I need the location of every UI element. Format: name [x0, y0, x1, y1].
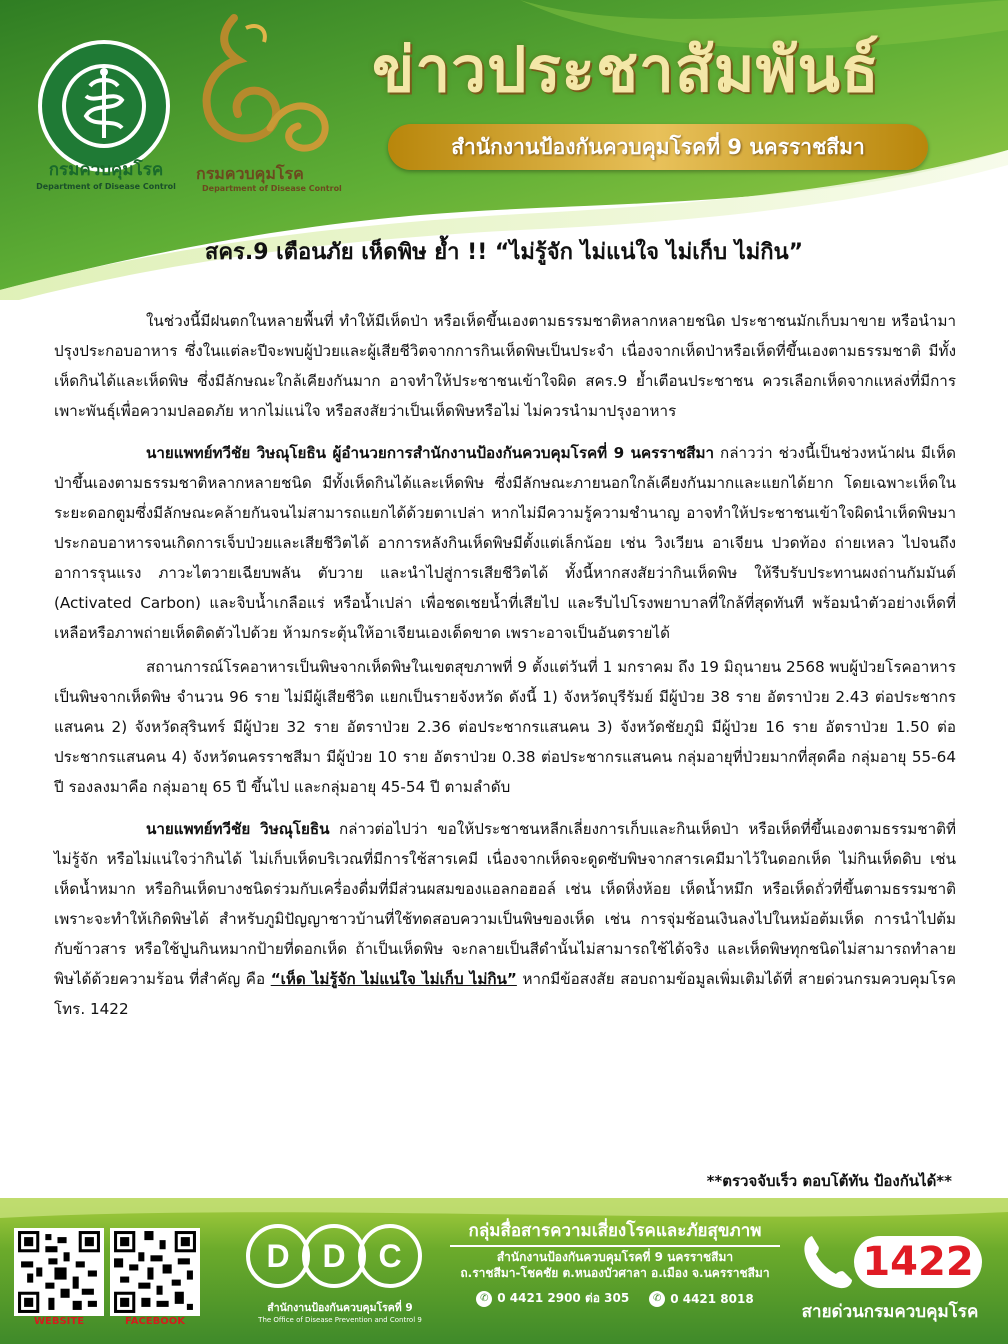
page-title: ข่าวประชาสัมพันธ์ — [372, 33, 880, 106]
phone-number-1[interactable]: 0 4421 2900 ต่อ 305 — [497, 1291, 630, 1305]
ddc-letter-1: D — [266, 1238, 290, 1274]
key-slogan: “เห็ด ไม่รู้จัก ไม่แน่ใจ ไม่เก็บ ไม่กิน” — [270, 970, 517, 988]
ddc-letter-3: C — [378, 1238, 402, 1274]
ddc-name: กรมควบคุมโรค — [196, 164, 304, 183]
qr-code-facebook[interactable] — [110, 1228, 200, 1316]
subtitle-band — [388, 124, 928, 170]
paragraph-1: ในช่วงนี้มีฝนตกในหลายพื้นที่ ทำให้มีเห็ดป่า หรือเห็ดขึ้นเองตามธรรมชาติหลากหลายชนิด ประชาชนมักเก็บมาขาย หรือนำมาปรุงประกอบอาหาร ซึ่งในแต่ละปีจะพบผู้ป่วยและผู้เสียชีวิตจากการกินเห็ดพิษเป็นประจำ เนื่องจากเห็ดป่าหรือเห็ดที่ขึ้นเองตามธรรมชาติ มีทั้งเห็ดกินได้และเห็ดพิษ ซึ่งมีลักษณะใกล้เคียงกันมาก อาจทำให้ประชาชนเข้าใจผิด สคร.9 ย้ำเตือนประชาชน ควรเลือกเห็ดจากแหล่งที่มีการเพาะพันธุ์เพื่อความปลอดภัย หากไม่แน่ใจ หรือสงสัยว่าเป็นเห็ดพิษหรือไม่ ไม่ควรนำมาปรุงอาหาร — [54, 312, 956, 420]
phone-icon: ✆ — [476, 1291, 492, 1307]
director-name: นายแพทย์ทวีชัย วิษณุโยธิน — [146, 820, 330, 838]
qr-website-label: WEBSITE — [33, 1316, 85, 1327]
fax-icon: ✆ — [649, 1291, 665, 1307]
paragraph-4-tail: หากมีข้อสงสัย สอบถามข้อมูลเพิ่มเติมได้ที่ สายด่วนกรมควบคุมโรค โทร. 1422 — [54, 970, 956, 1018]
phone-list — [450, 1289, 780, 1308]
footer-banner — [0, 1198, 1008, 1344]
paragraph-2-text: กล่าวว่า ช่วงนี้เป็นช่วงหน้าฝน มีเห็ดป่าขึ้นเองตามธรรมชาติหลากหลายชนิด มีทั้งเห็ดกินได้และเห็ดพิษ ซึ่งมีลักษณะภายนอกใกล้เคียงกันมากและแยกได้ยาก โดยเฉพาะเห็ดในระยะดอกตูมซึ่งมีลักษณะคล้ายกันจนไม่สามารถแยกได้ด้วยตาเปล่า หากไม่มีความรู้ความชำนาญ อาจทำให้ประชาชนเข้าใจผิดนำเห็ดพิษมาประกอบอาหารจนเกิดการเจ็บป่วยและเสียชีวิตได้ อาการหลังกินเห็ดพิษมีตั้งแต่เล็กน้อย เช่น วิงเวียน อาเจียน ปวดท้อง ถ่ายเหลว ไปจนถึงอาการรุนแรง ภาวะไตวายเฉียบพลัน ตับวาย และนำไปสู่การเสียชีวิตได้ ทั้งนี้หากสงสัยว่ากินเห็ดพิษ ให้รีบรับประทานผงถ่านกัมมันต์ (Activated Carbon) และจิบน้ำเกลือแร่ หรือน้ำเปล่า เพื่อชดเชยน้ำที่เสียไป และรีบไปโรงพยาบาลที่ใกล้ที่สุดทันที พร้อมนำตัวอย่างเห็ดที่เหลือหรือภาพถ่ายเห็ดติดตัวไปด้วย ห้ามกระตุ้นให้อาเจียนเองเด็ดขาด เพราะอาจเป็นอันตรายได้ — [54, 444, 956, 642]
ddc-office-name: สำนักงานป้องกันควบคุมโรคที่ 9 — [267, 1302, 413, 1314]
phone-item-1 — [476, 1289, 629, 1308]
phone-handset-icon — [798, 1230, 858, 1292]
article-body — [54, 306, 956, 1024]
contact-office: สำนักงานป้องกันควบคุมโรคที่ 9 นครราชสีมา — [496, 1250, 734, 1264]
subtitle: สำนักงานป้องกันควบคุมโรคที่ 9 นครราชสีมา — [451, 135, 865, 159]
paragraph-2 — [54, 438, 956, 648]
moph-logo — [36, 38, 172, 174]
phone-number-2[interactable]: 0 4421 8018 — [670, 1291, 754, 1306]
hotline-box[interactable] — [798, 1228, 988, 1290]
moph-name: กรมควบคุมโรค — [48, 160, 164, 180]
contact-group-title: กลุ่มสื่อสารความเสี่ยงโรคและภัยสุขภาพ — [450, 1220, 780, 1247]
header-banner — [0, 0, 1008, 300]
hotline-label: สายด่วนกรมควบคุมโรค — [801, 1302, 979, 1322]
paragraph-3: สถานการณ์โรคอาหารเป็นพิษจากเห็ดพิษในเขตสุขภาพที่ 9 ตั้งแต่วันที่ 1 มกราคม ถึง 19 มิถุนายน 2568 พบผู้ป่วยโรคอาหารเป็นพิษจากเห็ดพิษ จำนวน 96 ราย ไม่มีผู้เสียชีวิต แยกเป็นรายจังหวัด ดังนี้ 1) จังหวัดบุรีรัมย์ มีผู้ป่วย 38 ราย อัตราป่วย 2.43 ต่อประชากรแสนคน 2) จังหวัดสุรินทร์ มีผู้ป่วย 32 ราย อัตราป่วย 2.36 ต่อประชากรแสนคน 3) จังหวัดชัยภูมิ มีผู้ป่วย 16 ราย อัตราป่วย 1.50 ต่อประชากรแสนคน 4) จังหวัดนครราชสีมา มีผู้ป่วย 10 ราย อัตราป่วย 0.38 ต่อประชากรแสนคน กลุ่มอายุที่ป่วยมากที่สุดคือ กลุ่มอายุ 55-64 ปี รองลงมาคือ กลุ่มอายุ 65 ปี ขึ้นไป และกลุ่มอายุ 45-54 ปี ตามลำดับ — [54, 658, 956, 796]
hotline-number[interactable]: 1422 — [862, 1239, 974, 1285]
headline: สคร.9 เตือนภัย เห็ดพิษ ย้ำ !! “ไม่รู้จัก ไม่แน่ใจ ไม่เก็บ ไม่กิน” — [204, 240, 804, 265]
ddc-office-name-en: The Office of Disease Prevention and Control 9 — [258, 1316, 422, 1324]
paragraph-4 — [54, 814, 956, 1024]
contact-address: ถ.ราชสีมา-โชคชัย ต.หนองบัวศาลา อ.เมือง จ.นครราชสีมา — [460, 1266, 770, 1280]
closing-slogan: **ตรวจจับเร็ว ตอบโต้ทัน ป้องกันได้** — [706, 1172, 952, 1190]
phone-item-2 — [649, 1289, 754, 1308]
director-name-title: นายแพทย์ทวีชัย วิษณุโยธิน ผู้อำนวยการสำนักงานป้องกันควบคุมโรคที่ 9 นครราชสีมา — [146, 444, 715, 462]
paragraph-4-text: กล่าวต่อไปว่า ขอให้ประชาชนหลีกเลี่ยงการเก็บและกินเห็ดป่า หรือเห็ดที่ขึ้นเองตามธรรมชาติที่ไม่รู้จัก หรือไม่แน่ใจว่ากินได้ ไม่เก็บเห็ดบริเวณที่มีการใช้สารเคมี เนื่องจากเห็ดจะดูดซับพิษจากสารเคมีมาไว้ในดอกเห็ด ไม่กินเห็ดดิบ เช่น เห็ดน้ำหมาก หรือกินเห็ดบางชนิดร่วมกับเครื่องดื่มที่มีส่วนผสมของแอลกอฮอล์ เช่น เห็ดหิ่งห้อย เห็ดน้ำหมึก หรือเห็ดถั่วที่ขึ้นตามธรรมชาติ เพราะจะทำให้เกิดพิษได้ สำหรับภูมิปัญญาชาวบ้านที่ใช้ทดสอบความเป็นพิษของเห็ด เช่น การจุ่มช้อนเงินลงไปในหม้อต้มเห็ด การนำไปต้มกับข้าวสาร หรือใช้ปูนกินหมากป้ายที่ดอกเห็ด ถ้าเป็นเห็ดพิษ จะกลายเป็นสีดำนั้นไม่สามารถใช้ได้จริง และเห็ดพิษทุกชนิดไม่สามารถทำลายพิษได้ด้วยความร้อน ที่สำคัญ คือ — [54, 820, 956, 988]
moph-name-en: Department of Disease Control — [36, 182, 176, 191]
ddc-name-en: Department of Disease Control — [202, 184, 342, 193]
ddc-logo — [244, 1220, 424, 1292]
ddc-letter-2: D — [322, 1238, 346, 1274]
qr-code-website[interactable] — [14, 1228, 104, 1316]
contact-block — [450, 1220, 780, 1308]
ddc-anniversary-emblem — [186, 8, 336, 168]
qr-facebook-label: FACEBOOK — [125, 1316, 185, 1327]
